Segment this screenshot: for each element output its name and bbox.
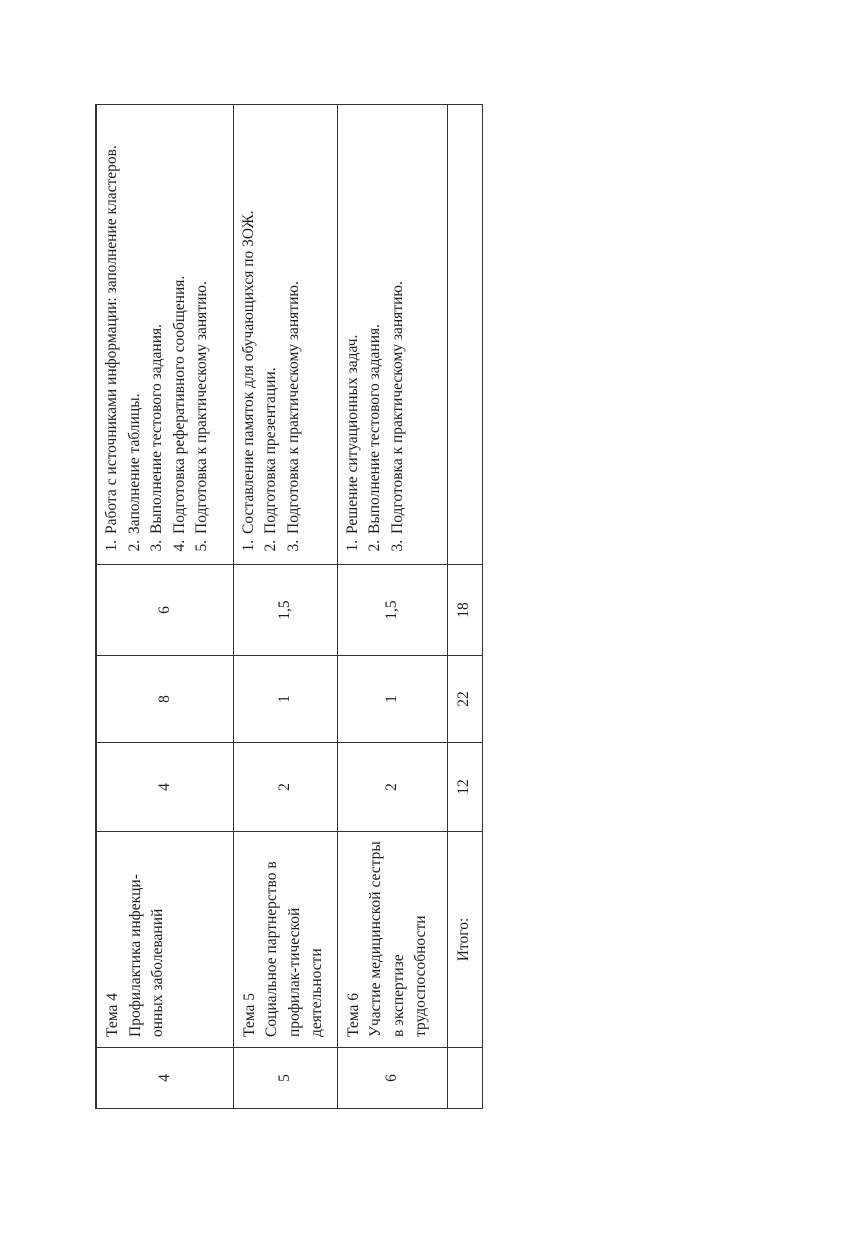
- total-cell: 12: [447, 743, 482, 832]
- row-index: 4: [96, 1048, 233, 1109]
- empty-cell: [447, 1048, 482, 1109]
- task-item: 2. Подготовка презентации.: [260, 109, 283, 536]
- task-item: 3. Подготовка к практическому занятию.: [283, 109, 306, 536]
- task-item: 2. Выполнение тестового задания.: [364, 109, 387, 536]
- total-row: [447, 105, 482, 1109]
- task-item: 1. Решение ситуационных задач.: [342, 109, 365, 536]
- task-list: [238, 109, 306, 554]
- hours-cell: 2: [337, 743, 447, 832]
- table-row: [337, 105, 447, 1109]
- task-item: 3. Выполнение тестового задания.: [146, 109, 169, 536]
- total-label: Итого:: [447, 832, 482, 1048]
- task-list: [101, 109, 214, 554]
- row-index: 6: [337, 1048, 447, 1109]
- hours-cell: 1,5: [233, 565, 337, 656]
- task-item: 1. Составление памяток для обучающихся по ЗОЖ.: [238, 109, 261, 536]
- total-cell: 18: [447, 565, 482, 656]
- theme-title: Участие медицинской сестры в экспертизе трудоспособности: [367, 841, 429, 1037]
- workload-table: [95, 104, 483, 1109]
- task-item: 5. Подготовка к практическому занятию.: [191, 109, 214, 536]
- theme-label: Тема 4: [104, 993, 121, 1037]
- hours-cell: 2: [233, 743, 337, 832]
- hours-cell: 1,5: [337, 565, 447, 656]
- hours-cell: 8: [96, 656, 233, 743]
- theme-label: Тема 5: [240, 993, 258, 1037]
- task-item: 1. Работа с источниками информации: заполнение кластеров.: [101, 109, 124, 536]
- hours-cell: 1: [233, 656, 337, 743]
- tasks-cell: [96, 105, 233, 565]
- task-item: 2. Заполнение таблицы.: [124, 109, 147, 536]
- row-index: 5: [233, 1048, 337, 1109]
- hours-cell: 1: [337, 656, 447, 743]
- theme-title: Социальное партнерство в профилак-тической деятельности: [263, 861, 325, 1037]
- theme-title: Профилактика инфекци-онных заболеваний: [126, 874, 166, 1037]
- table-row: [233, 105, 337, 1109]
- rotated-table-page: [95, 105, 481, 1109]
- hours-cell: 6: [96, 565, 233, 656]
- hours-cell: 4: [96, 743, 233, 832]
- empty-cell: [447, 105, 482, 565]
- table-row: [96, 105, 233, 1109]
- task-item: 4. Подготовка реферативного сообщения.: [169, 109, 192, 536]
- tasks-cell: [337, 105, 447, 565]
- theme-cell: [233, 832, 337, 1048]
- task-item: 3. Подготовка к практическому занятию.: [387, 109, 410, 536]
- theme-label: Тема 6: [344, 993, 362, 1037]
- theme-cell: [96, 832, 233, 1048]
- total-cell: 22: [447, 656, 482, 743]
- tasks-cell: [233, 105, 337, 565]
- task-list: [342, 109, 410, 554]
- theme-cell: [337, 832, 447, 1048]
